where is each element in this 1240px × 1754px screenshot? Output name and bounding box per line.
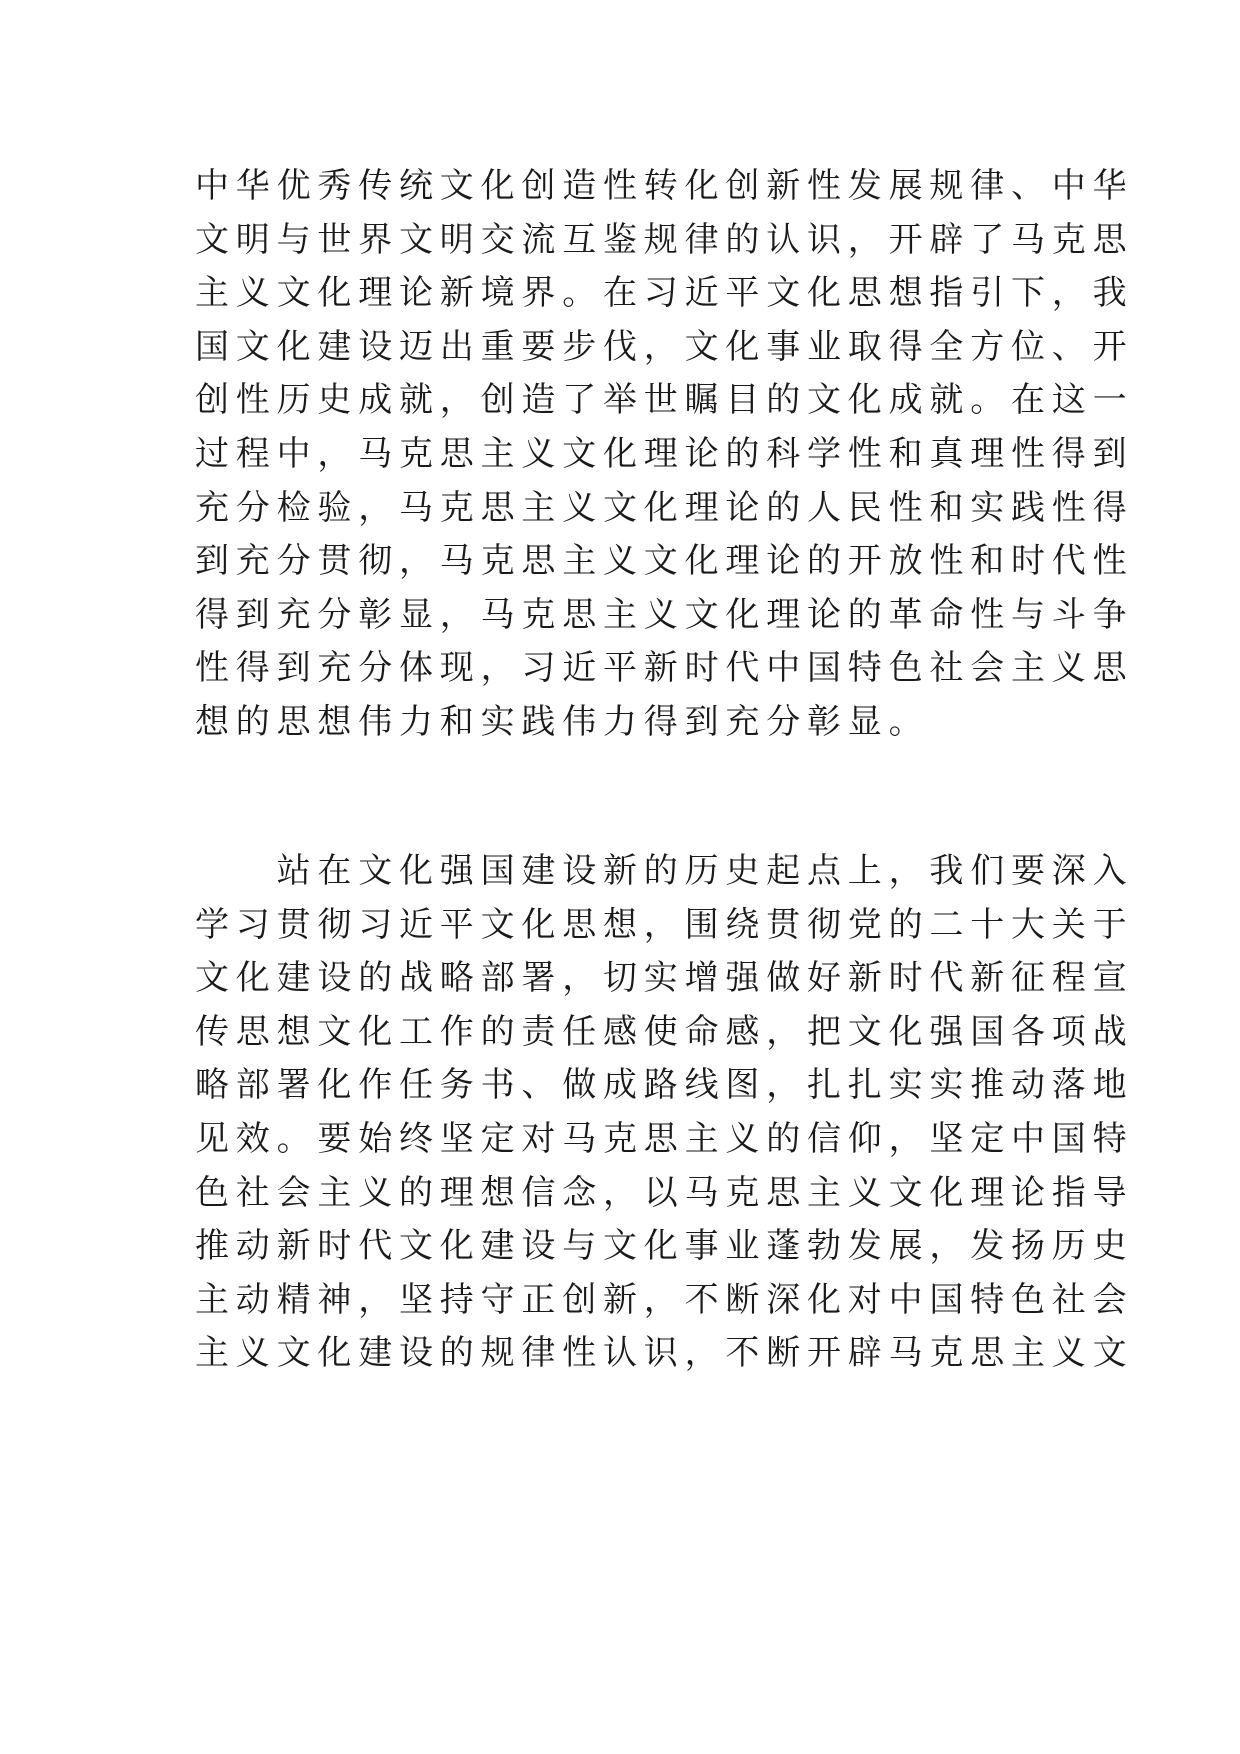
paragraph-line: 得到充分彰显，马克思主义文化理论的革命性与斗争	[195, 594, 1134, 635]
paragraph-line: 推动新时代文化建设与文化事业蓬勃发展，发扬历史	[195, 1226, 1134, 1267]
paragraph-line: 见效。要始终坚定对马克思主义的信仰，坚定中国特	[195, 1118, 1134, 1159]
paragraph-line: 主义文化理论新境界。在习近平文化思想指引下，我	[195, 273, 1134, 314]
paragraph-line: 文化建设的战略部署，切实增强做好新时代新征程宣	[195, 958, 1134, 999]
paragraph-1	[195, 160, 1134, 750]
paragraph-line: 文明与世界文明交流互鉴规律的认识，开辟了马克思	[195, 219, 1134, 260]
paragraph-line: 创性历史成就，创造了举世瞩目的文化成就。在这一	[195, 380, 1134, 421]
paragraph-line: 性得到充分体现，习近平新时代中国特色社会主义思	[195, 648, 1134, 689]
paragraph-line: 学习贯彻习近平文化思想，围绕贯彻党的二十大关于	[195, 904, 1134, 945]
paragraph-line: 色社会主义的理想信念，以马克思主义文化理论指导	[195, 1172, 1134, 1213]
paragraph-line: 充分检验，马克思主义文化理论的人民性和实践性得	[195, 487, 1134, 528]
paragraph-2	[195, 845, 1134, 1381]
paragraph-line: 想的思想伟力和实践伟力得到充分彰显。	[195, 701, 930, 742]
paragraph-line: 国文化建设迈出重要步伐，文化事业取得全方位、开	[195, 326, 1134, 367]
paragraph-line: 传思想文化工作的责任感使命感，把文化强国各项战	[195, 1011, 1134, 1052]
paragraph-line: 主动精神，坚持守正创新，不断深化对中国特色社会	[195, 1279, 1134, 1320]
paragraph-line: 站在文化强国建设新的历史起点上，我们要深入	[195, 851, 1134, 891]
paragraph-line: 中华优秀传统文化创造性转化创新性发展规律、中华	[195, 166, 1134, 206]
paragraph-line: 主义文化建设的规律性认识，不断开辟马克思主义文	[195, 1333, 1134, 1374]
paragraph-line: 到充分贯彻，马克思主义文化理论的开放性和时代性	[195, 541, 1134, 582]
paragraph-line: 略部署化作任务书、做成路线图，扎扎实实推动落地	[195, 1065, 1134, 1106]
paragraph-line: 过程中，马克思主义文化理论的科学性和真理性得到	[195, 433, 1134, 474]
